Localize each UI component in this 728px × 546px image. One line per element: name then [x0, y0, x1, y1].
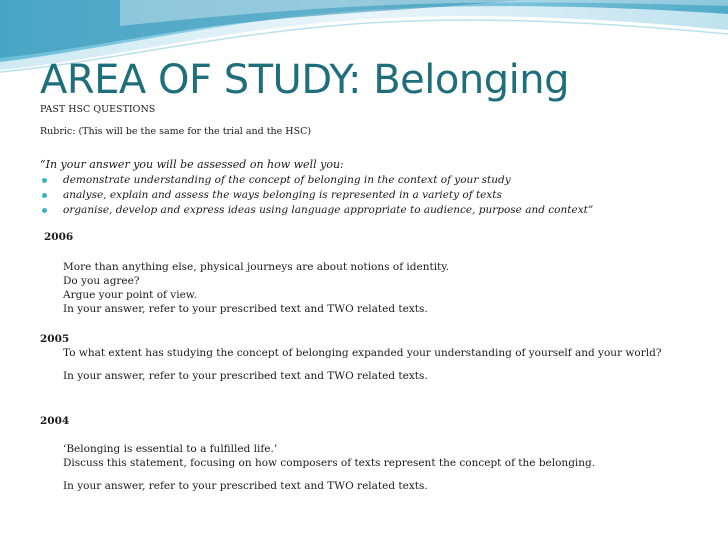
rubric-bullet-text: organise, develop and express ideas using language appropriate to audience, purpose and context” — [63, 204, 594, 216]
question-line: Argue your point of view. — [63, 289, 197, 301]
question-line: Discuss this statement, focusing on how composers of texts represent the concept of the belonging. — [63, 457, 596, 469]
rubric-intro: “In your answer you will be assessed on how well you: — [40, 158, 344, 171]
rubric-bullet — [40, 203, 593, 218]
question-line: More than anything else, physical journeys are about notions of identity. — [63, 261, 450, 273]
question-line: Do you agree? — [63, 275, 140, 287]
bullet-dot-icon — [42, 193, 47, 198]
slide-subtitle: PAST HSC QUESTIONS — [40, 104, 156, 115]
question-line: In your answer, refer to your prescribed text and TWO related texts. — [63, 480, 428, 492]
rubric-note: Rubric: (This will be the same for the trial and the HSC) — [40, 126, 312, 137]
question-line: In your answer, refer to your prescribed text and TWO related texts. — [63, 303, 428, 315]
slide-title: AREA OF STUDY: Belonging — [40, 57, 569, 103]
rubric-bullet-text: demonstrate understanding of the concept of belonging in the context of your study — [63, 174, 511, 186]
question-line: ‘Belonging is essential to a fulfilled life.’ — [63, 443, 278, 455]
year-heading-2005: 2005 — [40, 333, 70, 345]
bullet-dot-icon — [42, 208, 47, 213]
rubric-bullet-text: analyse, explain and assess the ways belonging is represented in a variety of texts — [63, 189, 502, 201]
question-line: To what extent has studying the concept of belonging expanded your understanding of yourself and your world? — [63, 347, 662, 359]
bullet-dot-icon — [42, 178, 47, 183]
rubric-bullet — [40, 188, 593, 203]
year-heading-2004: 2004 — [40, 415, 70, 427]
rubric-bullet — [40, 173, 593, 188]
year-heading-2006: 2006 — [44, 231, 74, 243]
question-line: In your answer, refer to your prescribed text and TWO related texts. — [63, 370, 428, 382]
rubric-bullet-list — [40, 173, 593, 218]
